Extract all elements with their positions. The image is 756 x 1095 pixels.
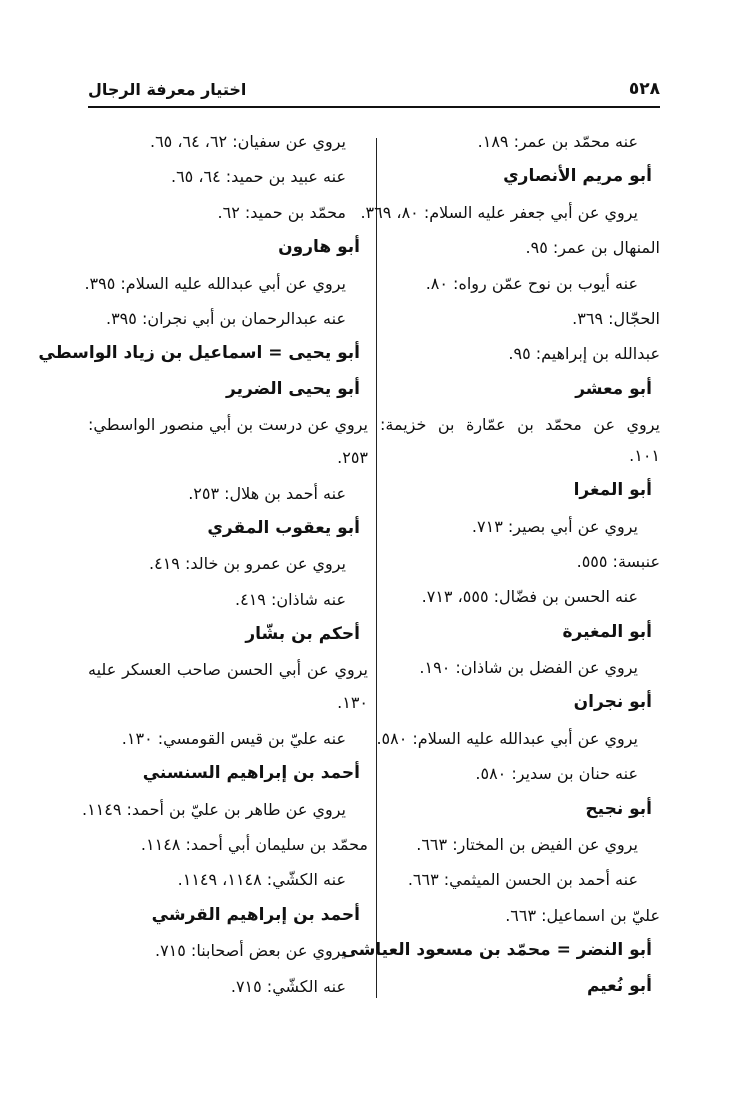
narrator-heading: أبو نجران <box>573 692 652 713</box>
narration-line: يروي عن أبي عبدالله عليه السلام: ٥٨٠. <box>376 728 638 748</box>
narrator-heading: أبو يعقوب المقري <box>207 517 360 538</box>
narration-line: المنهال بن عمر: ٩٥. <box>525 238 660 258</box>
narration-line: عنه أيوب بن نوح عمّن رواه: ٨٠. <box>425 273 638 293</box>
narration-line: ٢٥٣. <box>337 448 368 468</box>
narrator-heading: أبو نجيح <box>585 798 652 819</box>
narration-line: عبدالله بن إبراهيم: ٩٥. <box>508 344 660 364</box>
narration-line: عنبسة: ٥٥٥. <box>576 551 660 571</box>
narration-line: عليّ بن اسماعيل: ٦٦٣. <box>505 905 660 925</box>
narration-line: يروي عن الفضل بن شاذان: ١٩٠. <box>419 658 638 678</box>
running-header <box>88 74 660 104</box>
narration-line: عنه أحمد بن الحسن الميثمي: ٦٦٣. <box>407 870 638 890</box>
header-rule <box>88 106 660 108</box>
narration-line: يروي عن سفيان: ٦٢، ٦٤، ٦٥. <box>149 132 346 151</box>
narrator-heading: أحمد بن إبراهيم السنسني <box>142 763 360 784</box>
left-column <box>38 124 368 1004</box>
narrator-heading: أبو مريم الأنصاري <box>503 166 652 187</box>
narration-line: عنه شاذان: ٤١٩. <box>235 589 346 609</box>
narrator-heading: أحمد بن إبراهيم القرشي <box>151 904 360 925</box>
page-number: ٥٢٨ <box>628 79 660 99</box>
narration-line: ١٣٠. <box>337 693 368 713</box>
narrator-heading: أبو معشر <box>575 378 652 399</box>
narration-line: يروي عن أبي بصير: ٧١٣. <box>471 516 638 536</box>
narration-line: يروي عن درست بن أبي منصور الواسطي: <box>88 415 368 435</box>
narration-line: يروي عن محمّد بن عمّارة بن خزيمة: <box>380 415 660 435</box>
narration-line: عنه حنان بن سدير: ٥٨٠. <box>475 764 638 784</box>
narration-line: يروي عن بعض أصحابنا: ٧١٥. <box>154 941 346 961</box>
narrator-heading: أبو هارون <box>278 237 360 258</box>
narration-line: الحجّال: ٣٦٩. <box>572 308 660 328</box>
narration-line: عنه عبدالرحمان بن أبي نجران: ٣٩٥. <box>105 308 346 328</box>
narration-line: ١٠١. <box>629 445 660 465</box>
narrator-heading: أبو يحيى = اسماعيل بن زياد الواسطي <box>38 343 360 364</box>
narration-line: عنه الكشّي: ١١٤٨، ١١٤٩. <box>177 870 346 890</box>
book-title: اختيار معرفة الرجال <box>88 79 247 99</box>
narrator-heading: أبو نُعيم <box>586 975 652 996</box>
narrator-heading: أبو المغرا <box>573 480 652 501</box>
narrator-heading: أبو يحيى الضرير <box>226 378 360 399</box>
narration-line: يروي عن الفيض بن المختار: ٦٦٣. <box>416 835 638 855</box>
narration-line: يروي عن عمرو بن خالد: ٤١٩. <box>149 554 346 574</box>
column-divider <box>376 138 377 998</box>
narration-line: عنه الحسن بن فضّال: ٥٥٥، ٧١٣. <box>421 587 638 607</box>
narration-line: يروي عن أبي الحسن صاحب العسكر عليه <box>88 660 368 680</box>
narration-line: عنه أحمد بن هلال: ٢٥٣. <box>188 483 346 503</box>
narration-line: يروي عن طاهر بن عليّ بن أحمد: ١١٤٩. <box>81 799 346 819</box>
narration-line: عنه عبيد بن حميد: ٦٤، ٦٥. <box>170 167 346 187</box>
narration-line: عنه الكشّي: ٧١٥. <box>230 976 346 996</box>
narration-line: محمّد بن حميد: ٦٢. <box>217 202 346 222</box>
narration-line: يروي عن أبي جعفر عليه السلام: ٨٠، ٣٦٩. <box>360 202 638 222</box>
narration-line: محمّد بن سليمان أبي أحمد: ١١٤٨. <box>140 835 368 855</box>
narration-line: يروي عن أبي عبدالله عليه السلام: ٣٩٥. <box>84 273 346 293</box>
narrator-heading: أبو النضر = محمّد بن مسعود العياشى <box>341 940 652 961</box>
narration-line: عنه عليّ بن قيس القومسي: ١٣٠. <box>121 728 346 748</box>
narration-line: عنه محمّد بن عمر: ١٨٩. <box>477 132 638 151</box>
narrator-heading: أحكم بن بشّار <box>245 624 360 645</box>
narrator-heading: أبو المغيرة <box>562 621 652 642</box>
